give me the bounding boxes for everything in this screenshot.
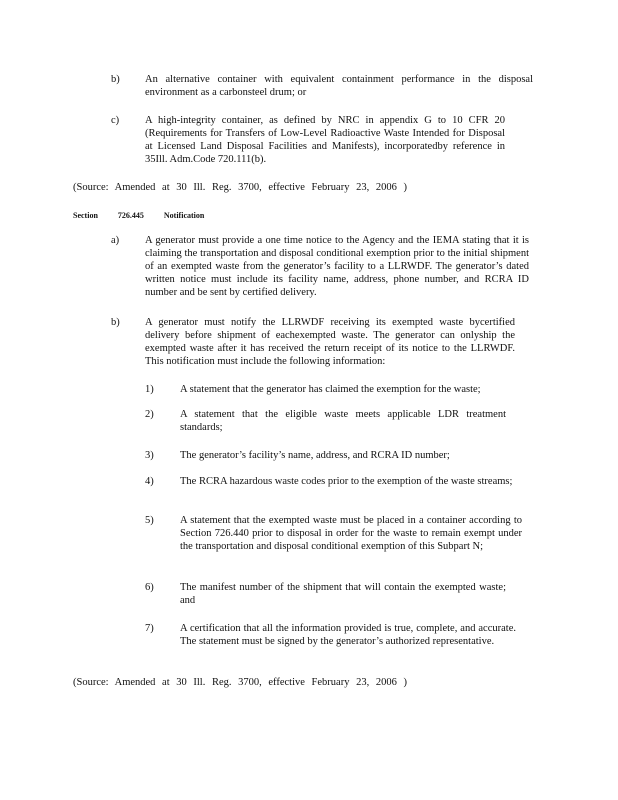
item-c-text: A high-integrity container, as defined by NRC in appendix G to 10 CFR 20 (Requirements for Transfers of Low-Level Radioactive Waste Intended for Disposal at Licensed Land Disposal Facilities and Manifests), incorporatedby reference in 35Ill. Adm.Code 720.111(b).	[145, 115, 505, 165]
sub-item-3-text: The generator’s facility’s name, address, and RCRA ID number;	[180, 450, 450, 461]
sub-item-1-text: A statement that the generator has claimed the exemption for the waste;	[180, 384, 481, 395]
sub-item-3-label: 3)	[145, 450, 154, 461]
sub-item-1-label: 1)	[145, 384, 154, 395]
item-a-label: a)	[111, 235, 120, 246]
section-heading	[73, 209, 204, 222]
item-b2-label: b)	[111, 317, 120, 328]
section-number: 726.445	[117, 211, 144, 220]
sub-item-2-text: A statement that the eligible waste meets applicable LDR treatment standards;	[180, 409, 506, 433]
sub-item-4-text: The RCRA hazardous waste codes prior to the exemption of the waste streams;	[180, 476, 513, 487]
source-note-1: (Source: Amended at 30 Ill. Reg. 3700, effective February 23, 2006 )	[73, 182, 407, 193]
sub-item-5-text: A statement that the exempted waste must be placed in a container according to Section 726.440 prior to disposal in order for the waste to remain exempt under the transportation and disposal conditional exemption of this Subpart N;	[180, 515, 522, 552]
item-c-label: c)	[111, 115, 120, 126]
item-b-text: An alternative container with equivalent containment performance in the disposal environment as a carbonsteel drum; or	[145, 74, 533, 98]
item-b-label: b)	[111, 74, 120, 85]
sub-item-5-label: 5)	[145, 515, 154, 526]
sub-item-2-label: 2)	[145, 409, 154, 420]
item-a-text: A generator must provide a one time notice to the Agency and the IEMA stating that it is claiming the transportation and disposal conditional exemption prior to the initial shipment of an exempted waste from the generator’s facility to a LLRWDF. The generator’s dated written notice must include its facility name, address, phone number, and RCRA ID number and be sent by certified delivery.	[145, 235, 529, 298]
section-prefix: Section	[73, 211, 98, 220]
sub-item-7-text: A certification that all the information provided is true, complete, and accurate. The statement must be signed by the generator’s authorized representative.	[180, 623, 516, 647]
item-b2-text: A generator must notify the LLRWDF receiving its exempted waste bycertified delivery before shipment of eachexempted waste. The generator can onlyship the exempted waste after it has received the return receipt of its notice to the LLRWDF. This notification must include the following information:	[145, 317, 515, 367]
sub-item-7-label: 7)	[145, 623, 154, 634]
sub-item-4-label: 4)	[145, 476, 154, 487]
sub-item-6-text: The manifest number of the shipment that will contain the exempted waste; and	[180, 582, 506, 606]
sub-item-6-label: 6)	[145, 582, 154, 593]
section-title: Notification	[163, 211, 205, 220]
source-note-2: (Source: Amended at 30 Ill. Reg. 3700, effective February 23, 2006 )	[73, 677, 407, 688]
